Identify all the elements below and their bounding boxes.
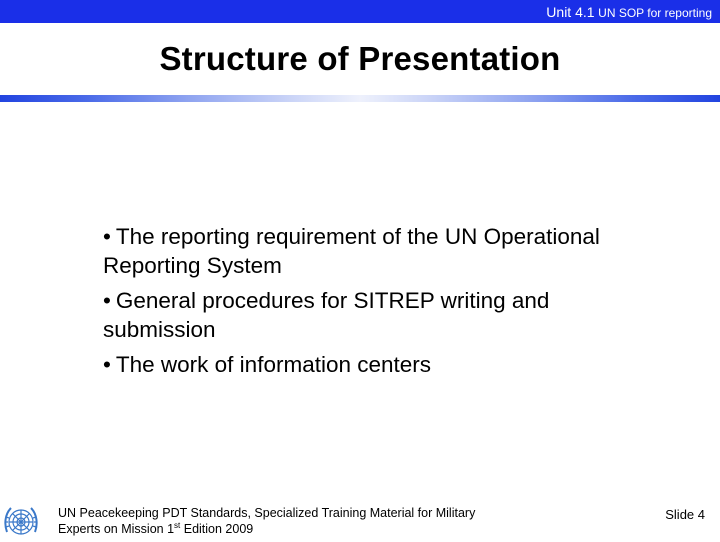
header-bar: [0, 0, 720, 23]
bullet-dot: •: [103, 224, 111, 249]
title-divider: [0, 95, 720, 102]
footer-line-1: UN Peacekeeping PDT Standards, Specialized Training Material for Military: [58, 506, 476, 520]
bullet-item: [103, 222, 663, 280]
bullet-item: [103, 286, 663, 344]
bullet-item: [103, 350, 663, 379]
bullet-dot: •: [103, 288, 111, 313]
slide-number: Slide 4: [665, 507, 705, 522]
bullet-text: The reporting requirement of the UN Operational Reporting System: [103, 224, 600, 278]
footer-line-2-sup: st: [174, 520, 181, 530]
unit-number: Unit 4.1: [546, 4, 595, 20]
bullet-list: [103, 222, 663, 385]
bullet-text: The work of information centers: [115, 352, 432, 377]
footer-text: [58, 505, 558, 537]
unit-label: [546, 4, 712, 20]
footer-line-2-suffix: Edition 2009: [180, 522, 254, 536]
un-emblem-icon: [1, 502, 41, 542]
bullet-dot: •: [103, 352, 111, 377]
slide-title: Structure of Presentation: [159, 40, 561, 77]
footer-line-2: [58, 521, 558, 537]
bullet-text: General procedures for SITREP writing and submission: [103, 288, 550, 342]
footer-line-2-prefix: Experts on Mission 1: [58, 522, 175, 536]
unit-title: UN SOP for reporting: [598, 6, 712, 20]
